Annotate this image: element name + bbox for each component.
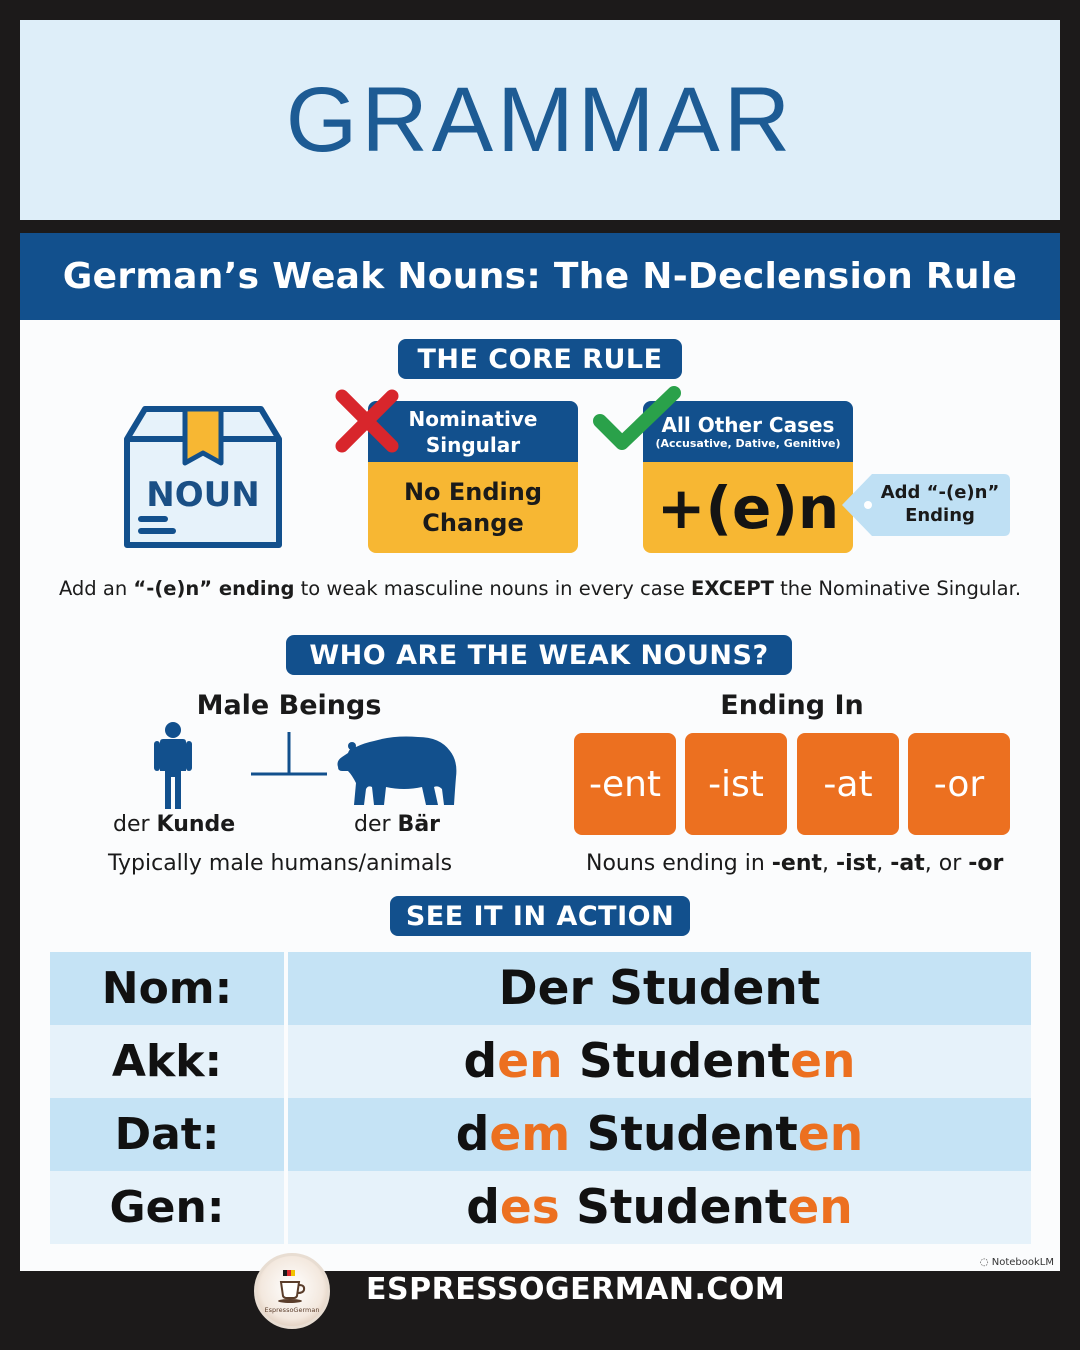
kunde-noun: Kunde: [156, 812, 236, 837]
action-heading: SEE IT IN ACTION: [390, 896, 690, 936]
noun-label: NOUN: [146, 475, 260, 515]
ending-box-ent: -ent: [574, 733, 676, 835]
table-row: [50, 1171, 1031, 1244]
cross-icon: [334, 388, 400, 454]
table-row: [50, 952, 1031, 1025]
form-article-ending: es: [499, 1180, 560, 1235]
form-article-ending: en: [497, 1034, 563, 1089]
baer-caption: [354, 812, 440, 837]
form-part: Student: [570, 1107, 798, 1162]
form-noun-ending: en: [790, 1034, 856, 1089]
endings-sep2: ,: [876, 851, 891, 876]
header-title: GRAMMAR: [285, 68, 795, 171]
form-noun-ending: en: [797, 1107, 864, 1162]
rule-explanation: [20, 577, 1060, 600]
form-part: d: [463, 1034, 498, 1089]
case-form: [288, 1025, 1031, 1098]
form-part: d: [455, 1107, 490, 1162]
tag-text: [872, 481, 1008, 527]
nominative-card-body: [368, 462, 578, 553]
rule-part3: the Nominative Singular.: [773, 577, 1022, 600]
rule-part2: to weak masculine nouns in every case: [294, 577, 692, 600]
male-caption: Typically male humans/animals: [108, 851, 453, 876]
tag-line2: Ending: [905, 505, 975, 526]
declension-table: [50, 952, 1031, 1244]
endings-caption-or: -or: [968, 851, 1004, 876]
form-part: d: [466, 1180, 500, 1235]
endings-caption-prefix: Nouns ending in: [586, 851, 772, 876]
infographic-card: [20, 233, 1060, 1271]
case-form: [288, 1098, 1031, 1171]
endings-sep1: ,: [822, 851, 836, 876]
male-beings-title: Male Beings: [196, 690, 382, 721]
who-heading: WHO ARE THE WEAK NOUNS?: [286, 635, 792, 675]
perpendicular-icon: [249, 729, 329, 779]
espresso-logo: [254, 1253, 330, 1329]
core-rule-heading: THE CORE RULE: [398, 339, 682, 379]
kunde-article: der: [113, 812, 157, 837]
bear-icon: [334, 733, 462, 809]
kunde-caption: [113, 812, 235, 837]
header: [20, 20, 1060, 220]
banner: [20, 233, 1060, 320]
baer-noun: Bär: [397, 812, 441, 837]
endings-caption-ist: -ist: [836, 851, 877, 876]
form-part: Der Student: [498, 961, 821, 1016]
case-form: [288, 952, 1031, 1025]
nominative-body-line2: Change: [422, 508, 524, 537]
case-label: Nom:: [50, 952, 284, 1025]
ending-in-title: Ending In: [720, 690, 864, 721]
baer-article: der: [354, 812, 398, 837]
nominative-title-line1: Nominative: [408, 406, 538, 431]
case-label: Gen:: [50, 1171, 284, 1244]
form-article-ending: em: [489, 1107, 571, 1162]
notebooklm-watermark: ◌ NotebookLM: [979, 1257, 1054, 1268]
ending-formula: +(e)n: [656, 473, 840, 542]
form-part: Student: [562, 1034, 791, 1089]
rule-part1: Add an: [58, 577, 134, 600]
endings-sep3: , or: [924, 851, 969, 876]
case-label: Dat:: [50, 1098, 284, 1171]
case-label: Akk:: [50, 1025, 284, 1098]
table-row: [50, 1098, 1031, 1171]
other-cases-card-body: [643, 462, 853, 553]
tag-line1: Add “-(e)n”: [880, 482, 1000, 503]
ending-box-or: -or: [908, 733, 1010, 835]
rule-bold2: EXCEPT: [691, 577, 774, 600]
endings-caption-ent: -ent: [771, 851, 822, 876]
rule-bold1: “-(e)n” ending: [133, 577, 295, 600]
footer-url[interactable]: ESPRESSOGERMAN.COM: [366, 1272, 786, 1307]
case-form: [288, 1171, 1031, 1244]
other-cases-title: All Other Cases: [661, 412, 835, 437]
logo-text: EspressoGerman: [264, 1306, 320, 1314]
form-noun-ending: en: [787, 1180, 853, 1235]
table-row: [50, 1025, 1031, 1098]
form-part: Student: [559, 1180, 788, 1235]
nominative-body-line1: No Ending: [403, 477, 543, 506]
endings-caption-at: -at: [890, 851, 925, 876]
ending-box-ist: -ist: [685, 733, 787, 835]
person-icon: [151, 721, 195, 811]
notebooklm-text: NotebookLM: [991, 1257, 1054, 1268]
coffee-cup-icon: [277, 1270, 307, 1304]
ending-box-at: -at: [797, 733, 899, 835]
check-icon: [590, 385, 682, 455]
endings-caption: [586, 851, 1003, 876]
other-cases-subtitle: (Accusative, Dative, Genitive): [655, 436, 841, 450]
nominative-title-line2: Singular: [425, 432, 521, 457]
banner-title: German’s Weak Nouns: The N-Declension Rule: [62, 256, 1018, 297]
